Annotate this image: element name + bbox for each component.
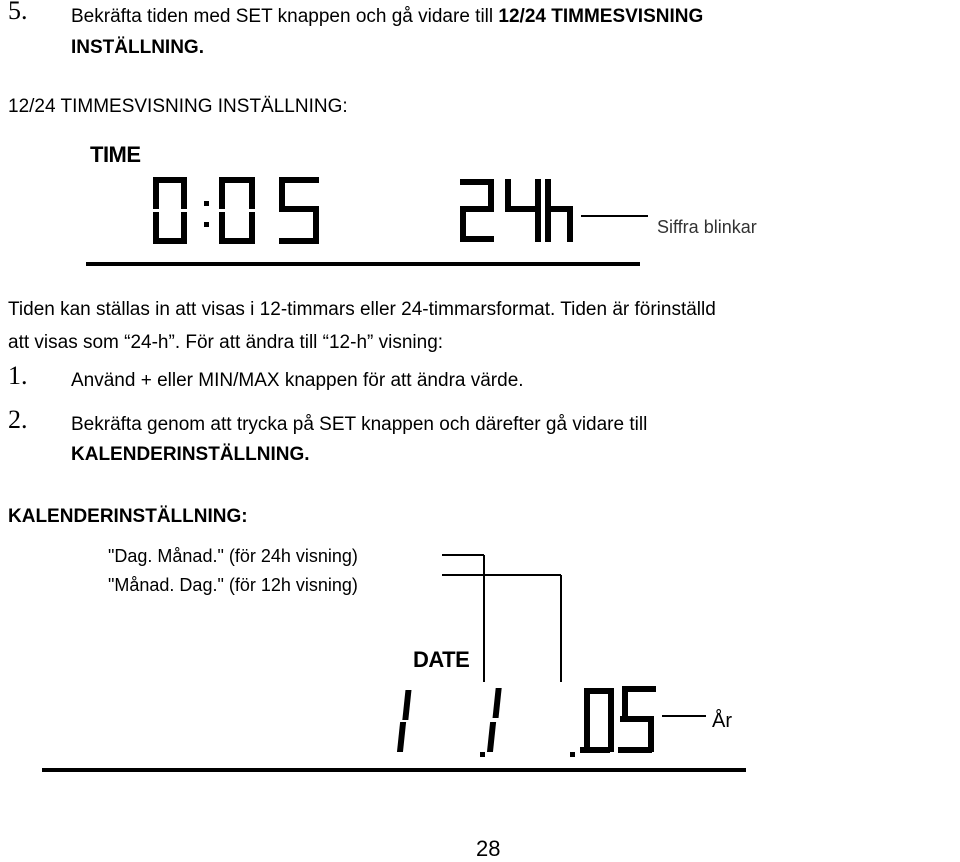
- paragraph-line-2: att visas som “24-h”. För att ändra till “12-h” visning:: [8, 332, 444, 353]
- paragraph-line-1: Tiden kan ställas in att visas i 12-timmars eller 24-timmarsformat. Tiden är förinställd: [8, 299, 716, 320]
- step-5-text-plain: Bekräfta tiden med SET knappen och gå vidare till: [71, 6, 499, 27]
- lcd-letter-h: [545, 179, 573, 242]
- step-2-text: Bekräfta genom att trycka på SET knappen och därefter gå vidare till: [71, 414, 648, 435]
- callout-ar: År: [712, 710, 732, 732]
- step-2-line2: KALENDERINSTÄLLNING.: [71, 444, 310, 465]
- step-5-line2: INSTÄLLNING.: [71, 37, 204, 58]
- step-5-text-bold: 12/24 TIMMESVISNING: [498, 6, 704, 27]
- lcd-digit-2: [460, 179, 494, 242]
- lcd-colon-top: [204, 201, 209, 206]
- step-1-text: Använd + eller MIN/MAX knappen för att ändra värde.: [71, 370, 524, 391]
- lcd-digit-5: [279, 177, 319, 244]
- step-2-number: 2.: [8, 405, 28, 434]
- format-12h-label: "Månad. Dag." (för 12h visning): [108, 575, 358, 595]
- lcd-date-display: [397, 686, 656, 757]
- callout-siffra-blinkar: Siffra blinkar: [657, 217, 757, 237]
- section-12-24-heading: 12/24 TIMMESVISNING INSTÄLLNING:: [8, 96, 348, 117]
- step-5-number: 5.: [8, 0, 28, 25]
- format-24h-label: "Dag. Månad." (för 24h visning): [108, 546, 358, 566]
- lcd-colon-bottom: [204, 222, 209, 227]
- lcd-digit-0b: [219, 177, 255, 244]
- step-1-number: 1.: [8, 361, 28, 390]
- lcd-digit-4: [505, 179, 541, 242]
- lcd-time-label: TIME: [90, 142, 141, 167]
- page-number: 28: [476, 836, 501, 861]
- section-calendar-heading: KALENDERINSTÄLLNING:: [8, 506, 248, 527]
- lcd-date-label: DATE: [413, 647, 470, 672]
- lcd-digit-0: [153, 177, 187, 244]
